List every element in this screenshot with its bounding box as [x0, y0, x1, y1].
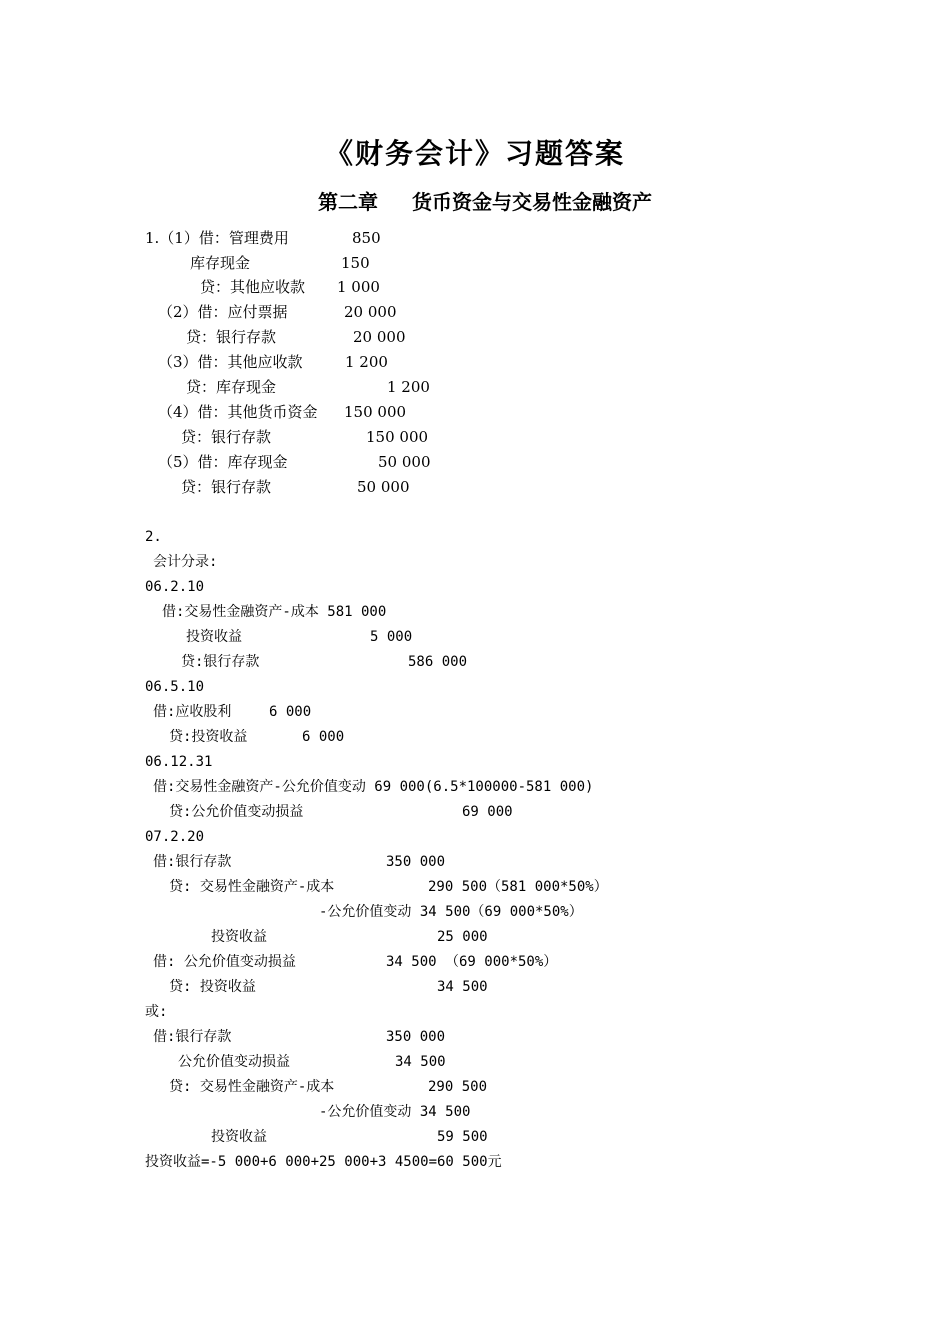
- q1-line: （2）借：应付票据: [158, 303, 288, 321]
- chapter-number: 第二章: [318, 190, 378, 214]
- entry-amount: 69 000: [462, 804, 513, 820]
- entry-amount: 5 000: [370, 629, 413, 645]
- entry-amount: 6 000: [302, 729, 345, 745]
- entry-line: 借:应收股利: [153, 704, 232, 720]
- entry-line: 投资收益: [186, 629, 242, 645]
- q1-amount: 1 200: [345, 353, 388, 371]
- entry-date: 06.5.10: [145, 679, 205, 695]
- entry-amount: 34 500: [395, 1054, 446, 1070]
- entry-line: 贷:银行存款: [181, 654, 260, 670]
- q1-amount: 150 000: [366, 428, 429, 446]
- q1-amount: 20 000: [344, 303, 397, 321]
- q1-amount: 50 000: [357, 478, 410, 496]
- q1-line: 贷：库存现金: [186, 378, 277, 396]
- q1-amount: 150: [341, 254, 370, 272]
- entry-line: 贷:公允价值变动损益: [169, 804, 304, 820]
- entry-amount: 586 000: [408, 654, 468, 670]
- entry-date: 06.2.10: [145, 579, 205, 595]
- q1-amount: 150 000: [344, 403, 407, 421]
- entry-line: 借:银行存款: [153, 1029, 232, 1045]
- alternative-label: 或:: [145, 1004, 168, 1020]
- q1-line: 贷：银行存款: [181, 478, 272, 496]
- entry-date: 06.12.31: [145, 754, 213, 770]
- entry-line: 投资收益: [211, 1129, 267, 1145]
- entry-amount: 34 500: [437, 979, 488, 995]
- q1-line: 贷：银行存款: [181, 428, 272, 446]
- q2-number: 2.: [145, 529, 162, 545]
- q1-line: （3）借：其他应收款: [158, 353, 303, 371]
- entry-amount: 34 500 （69 000*50%）: [386, 954, 558, 970]
- entry-amount: 350 000: [386, 1029, 446, 1045]
- q1-line: 1.（1）借：管理费用: [145, 229, 289, 247]
- q1-line: 贷：其他应收款: [200, 278, 306, 296]
- entry-amount: 6 000: [269, 704, 312, 720]
- chapter-title: 货币资金与交易性金融资产: [412, 190, 652, 214]
- entry-line: 借: 公允价值变动损益: [153, 954, 296, 970]
- entry-line: 贷: 投资收益: [169, 979, 256, 995]
- q1-line: 贷：银行存款: [186, 328, 277, 346]
- investment-income-total: 投资收益=-5 000+6 000+25 000+3 4500=60 500元: [145, 1154, 502, 1170]
- entry-line: 公允价值变动损益: [178, 1054, 290, 1070]
- q1-amount: 850: [352, 229, 381, 247]
- entry-line: 借:银行存款: [153, 854, 232, 870]
- q1-amount: 50 000: [378, 453, 431, 471]
- q1-amount: 20 000: [353, 328, 406, 346]
- q1-amount: 1 200: [387, 378, 430, 396]
- entry-amount: 350 000: [386, 854, 446, 870]
- entry-date: 07.2.20: [145, 829, 205, 845]
- entry-line: 投资收益: [211, 929, 267, 945]
- entry-line: 贷:投资收益: [169, 729, 248, 745]
- entry-line: -公允价值变动 34 500: [319, 1104, 471, 1120]
- entry-amount: 290 500: [428, 1079, 488, 1095]
- q1-line: 库存现金: [190, 254, 251, 272]
- entry-amount: 59 500: [437, 1129, 488, 1145]
- q1-line: （5）借：库存现金: [158, 453, 288, 471]
- document-title: 《财务会计》习题答案: [324, 137, 625, 170]
- entry-line: 贷: 交易性金融资产-成本: [169, 1079, 335, 1095]
- entry-amount: 290 500（581 000*50%）: [428, 879, 608, 895]
- q2-label: 会计分录:: [153, 554, 218, 570]
- entry-line: -公允价值变动 34 500（69 000*50%）: [319, 904, 583, 920]
- chapter-heading: [0, 186, 950, 215]
- entry-amount: 25 000: [437, 929, 488, 945]
- q1-amount: 1 000: [337, 278, 380, 296]
- entry-line: 借:交易性金融资产-成本 581 000: [162, 604, 387, 620]
- entry-line: 借:交易性金融资产-公允价值变动 69 000(6.5*100000-581 000): [153, 779, 594, 795]
- q1-line: （4）借：其他货币资金: [158, 403, 318, 421]
- entry-line: 贷: 交易性金融资产-成本: [169, 879, 335, 895]
